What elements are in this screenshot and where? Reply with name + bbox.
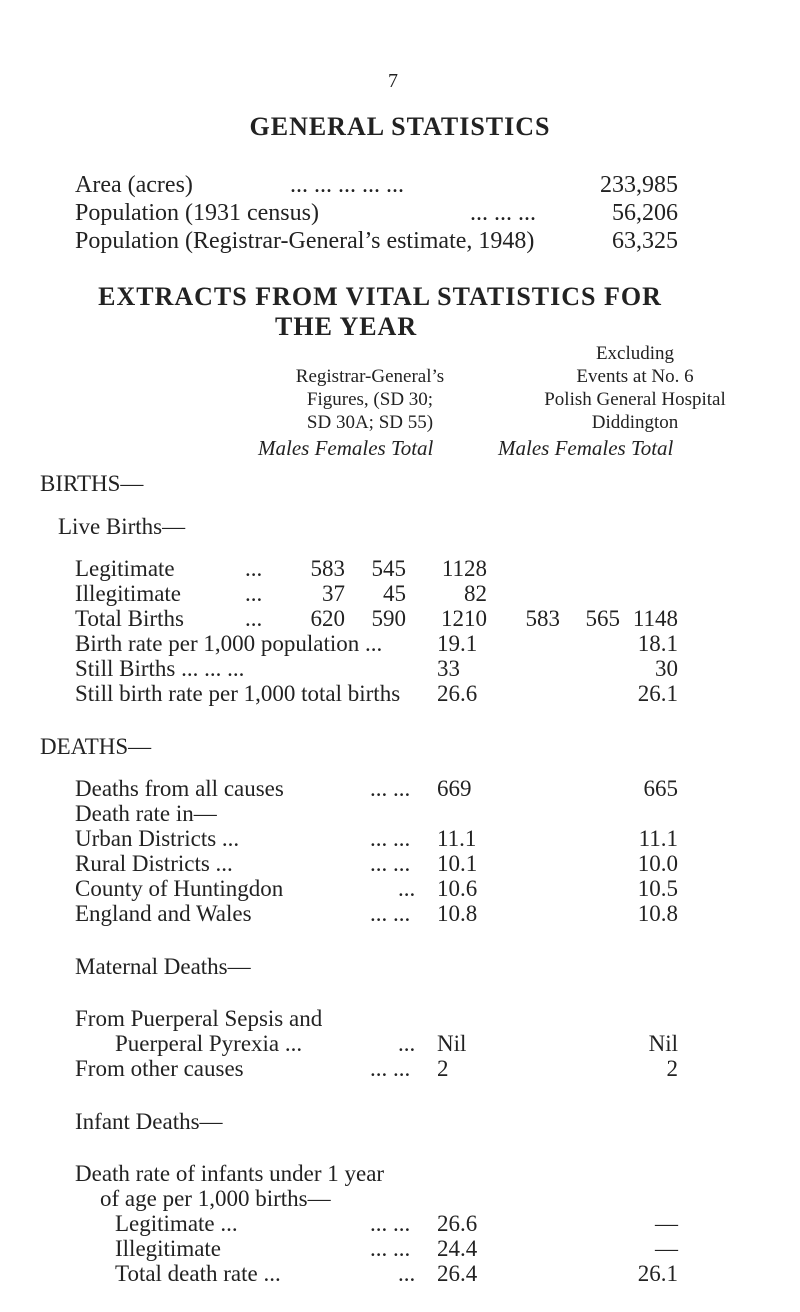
death-rate-county-label: County of Huntingdon	[75, 876, 284, 901]
col-head-right-2: Events at No. 6	[576, 366, 694, 387]
other-causes-value-excl: 2	[666, 1056, 678, 1081]
infant-legitimate-value-excl: —	[655, 1211, 678, 1236]
still-birth-rate-value: 26.6	[437, 681, 478, 706]
still-births-value-excl: 30	[655, 656, 678, 681]
death-rate-england-dots: ... ...	[370, 901, 411, 926]
infant-total-value-excl: 26.1	[637, 1261, 678, 1286]
puerperal-pyrexia-value-excl: Nil	[648, 1031, 678, 1056]
extracts-title-line2: THE YEAR	[275, 312, 418, 341]
col-sub-left: Males Females Total	[258, 436, 434, 460]
births-legitimate-females: 545	[371, 556, 406, 581]
col-head-left-2: Figures, (SD 30;	[306, 389, 434, 410]
births-heading: BIRTHS—	[40, 471, 144, 496]
births-total-total: 1210	[441, 606, 487, 631]
death-rate-rural-label: Rural Districts ...	[75, 851, 233, 876]
deaths-heading: DEATHS—	[40, 734, 152, 759]
death-rate-county-dots: ...	[398, 876, 416, 901]
deaths-all-causes-value: 669	[437, 776, 472, 801]
col-head-left-1: Registrar-General’s	[295, 366, 445, 387]
infant-legitimate-value: 26.6	[437, 1211, 478, 1236]
births-total-females: 590	[371, 606, 406, 631]
death-rate-rural-value-excl: 10.0	[637, 851, 678, 876]
infant-legitimate-dots: ... ...	[370, 1211, 411, 1236]
death-rate-county-value: 10.6	[437, 876, 478, 901]
infant-rate-line2: of age per 1,000 births—	[100, 1186, 331, 1211]
maternal-deaths-heading: Maternal Deaths—	[75, 954, 251, 979]
births-illegitimate-females: 45	[383, 581, 406, 606]
birth-rate-label: Birth rate per 1,000 population ...	[75, 631, 383, 656]
still-births-label: Still Births ... ... ...	[75, 656, 245, 681]
births-legitimate-males: 583	[310, 556, 345, 581]
col-sub-right: Males Females Total	[498, 436, 674, 460]
other-causes-dots: ... ...	[370, 1056, 411, 1081]
col-head-right-4: Diddington	[591, 412, 679, 433]
extracts-title-line1: EXTRACTS FROM VITAL STATISTICS FOR	[98, 282, 662, 311]
other-causes-label: From other causes	[75, 1056, 244, 1081]
other-causes-value: 2	[437, 1056, 449, 1081]
births-legitimate-total: 1128	[441, 556, 487, 581]
death-rate-urban-value: 11.1	[437, 826, 477, 851]
page-number: 7	[388, 70, 398, 92]
births-legitimate-label: Legitimate	[75, 556, 175, 581]
births-total-label: Total Births	[75, 606, 184, 631]
puerperal-pyrexia-label: Puerperal Pyrexia ...	[115, 1031, 303, 1056]
puerperal-sepsis-label: From Puerperal Sepsis and	[75, 1006, 323, 1031]
population-1931-value: 56,206	[612, 200, 678, 226]
death-rate-urban-dots: ... ...	[370, 826, 411, 851]
still-birth-rate-label: Still birth rate per 1,000 total births	[75, 681, 401, 706]
page-title: GENERAL STATISTICS	[249, 112, 551, 141]
population-1931-leader: ... ... ...	[470, 200, 536, 226]
deaths-all-causes-dots: ... ...	[370, 776, 411, 801]
infant-total-value: 26.4	[437, 1261, 478, 1286]
infant-deaths-heading: Infant Deaths—	[75, 1109, 223, 1134]
puerperal-pyrexia-dots: ...	[398, 1031, 416, 1056]
birth-rate-value: 19.1	[437, 631, 478, 656]
col-head-right-1: Excluding	[595, 343, 675, 364]
births-illegitimate-males: 37	[322, 581, 345, 606]
area-label: Area (acres)	[75, 172, 193, 198]
puerperal-pyrexia-value: Nil	[437, 1031, 467, 1056]
infant-illegitimate-label: Illegitimate	[115, 1236, 222, 1261]
infant-illegitimate-value: 24.4	[437, 1236, 478, 1261]
death-rate-in-label: Death rate in—	[75, 801, 217, 826]
death-rate-urban-label: Urban Districts ...	[75, 826, 240, 851]
infant-rate-line1: Death rate of infants under 1 year	[75, 1161, 385, 1186]
death-rate-england-value-excl: 10.8	[637, 901, 678, 926]
infant-illegitimate-dots: ... ...	[370, 1236, 411, 1261]
births-total-males-excl: 583	[525, 606, 560, 631]
area-value: 233,985	[600, 172, 678, 198]
population-estimate-value: 63,325	[612, 228, 678, 254]
infant-illegitimate-value-excl: —	[655, 1236, 678, 1261]
birth-rate-value-excl: 18.1	[637, 631, 678, 656]
infant-total-dots: ...	[398, 1261, 416, 1286]
births-illegitimate-label: Illegitimate	[75, 581, 182, 606]
infant-total-label: Total death rate ...	[115, 1261, 281, 1286]
death-rate-england-label: England and Wales	[75, 901, 252, 926]
births-total-males: 620	[310, 606, 345, 631]
deaths-all-causes-label: Deaths from all causes	[75, 776, 284, 801]
infant-legitimate-label: Legitimate ...	[115, 1211, 238, 1236]
still-births-value: 33	[437, 656, 460, 681]
births-total-total-excl: 1148	[632, 606, 678, 631]
live-births-heading: Live Births—	[58, 514, 186, 539]
death-rate-england-value: 10.8	[437, 901, 478, 926]
still-birth-rate-value-excl: 26.1	[637, 681, 678, 706]
births-total-dots: ...	[245, 606, 263, 631]
area-leader: ... ... ... ... ...	[290, 172, 404, 198]
col-head-left-3: SD 30A; SD 55)	[306, 412, 434, 433]
col-head-right-3: Polish General Hospital	[544, 389, 726, 410]
births-illegitimate-total: 82	[464, 581, 487, 606]
death-rate-county-value-excl: 10.5	[637, 876, 678, 901]
death-rate-rural-dots: ... ...	[370, 851, 411, 876]
deaths-all-causes-value-excl: 665	[643, 776, 678, 801]
death-rate-rural-value: 10.1	[437, 851, 478, 876]
births-total-females-excl: 565	[585, 606, 620, 631]
births-illegitimate-dots: ...	[245, 581, 263, 606]
population-estimate-label: Population (Registrar-General’s estimate, 1948)	[75, 228, 535, 254]
births-legitimate-dots: ...	[245, 556, 263, 581]
death-rate-urban-value-excl: 11.1	[638, 826, 678, 851]
population-1931-label: Population (1931 census)	[75, 200, 319, 226]
